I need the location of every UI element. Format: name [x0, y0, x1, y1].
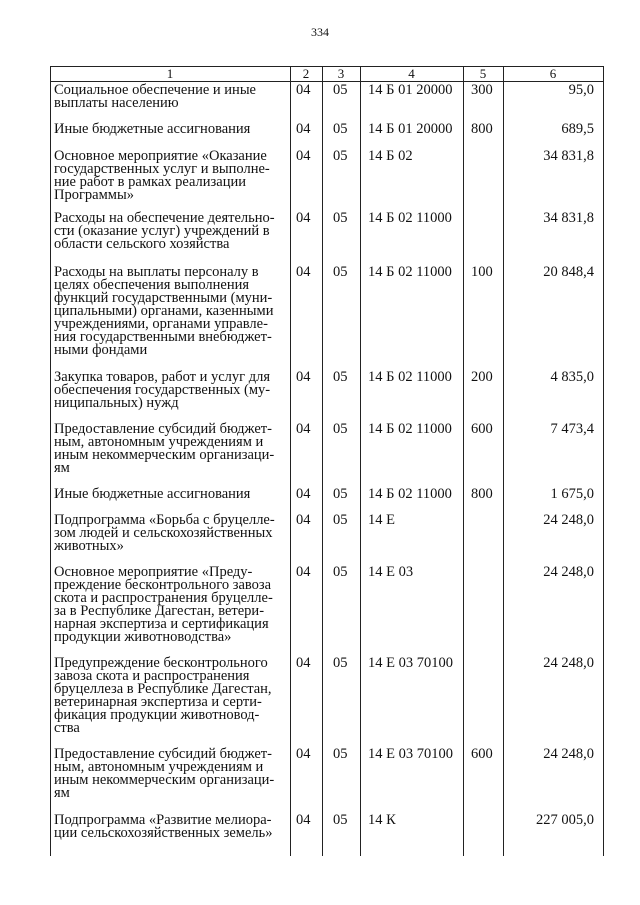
header-col-4: 4	[408, 66, 415, 81]
row-section: 04	[296, 210, 311, 226]
description-line: преждение бесконтрольного завоза	[54, 577, 272, 593]
row-section: 04	[296, 82, 311, 98]
row-amount: 24 248,0	[543, 746, 594, 762]
table-border-left	[50, 66, 51, 856]
description-line: ветеринарная экспертиза и серти-	[54, 694, 262, 710]
row-description	[54, 657, 286, 735]
description-line: ства	[54, 720, 80, 736]
row-section: 04	[296, 421, 311, 437]
description-line: ниципальных) нужд	[54, 395, 179, 411]
row-expense-type: 600	[471, 746, 493, 762]
header-col-1: 1	[166, 66, 174, 81]
description-line: ние работ в рамках реализации	[54, 174, 246, 190]
description-line: Основное мероприятие «Оказание	[54, 148, 267, 164]
row-expense-type: 800	[471, 121, 493, 137]
row-subsection: 05	[333, 264, 348, 280]
row-amount: 20 848,4	[543, 264, 594, 280]
row-expense-type: 600	[471, 421, 493, 437]
row-expense-type: 300	[471, 82, 493, 98]
description-line: Предоставление субсидий бюджет-	[54, 746, 272, 762]
row-section: 04	[296, 264, 311, 280]
row-target-code: 14 Б 02 11000	[368, 421, 452, 437]
description-line: Социальное обеспечение и иные	[54, 82, 256, 98]
description-line: Основное мероприятие «Преду-	[54, 564, 253, 580]
row-subsection: 05	[333, 655, 348, 671]
description-line: государственных услуг и выполне-	[54, 161, 270, 177]
description-line: ными фондами	[54, 342, 148, 358]
row-subsection: 05	[333, 486, 348, 502]
row-amount: 689,5	[561, 121, 594, 137]
row-description	[54, 371, 286, 410]
row-amount: 24 248,0	[543, 512, 594, 528]
description-line: Иные бюджетные ассигнования	[54, 121, 251, 137]
row-description	[54, 212, 286, 251]
row-expense-type: 100	[471, 264, 493, 280]
row-section: 04	[296, 812, 311, 828]
header-col-5: 5	[479, 66, 487, 81]
row-target-code: 14 Б 01 20000	[368, 82, 453, 98]
description-line: Расходы на выплаты персоналу в	[54, 264, 259, 280]
row-section: 04	[296, 121, 311, 137]
row-subsection: 05	[333, 210, 348, 226]
row-section: 04	[296, 564, 311, 580]
description-line: за в Республике Дагестан, ветери-	[54, 603, 265, 619]
description-line: области сельского хозяйства	[54, 236, 230, 252]
description-line: ным, автономным учреждениям и	[54, 759, 264, 775]
description-line: ным, автономным учреждениям и	[54, 434, 264, 450]
row-section: 04	[296, 746, 311, 762]
description-line: Расходы на обеспечение деятельно-	[54, 210, 275, 226]
row-subsection: 05	[333, 746, 348, 762]
row-amount: 34 831,8	[543, 148, 594, 164]
row-target-code: 14 Б 02	[368, 148, 413, 164]
description-line: целях обеспечения выполнения	[54, 277, 250, 293]
row-section: 04	[296, 369, 311, 385]
description-line: функций государственными (муни-	[54, 290, 273, 306]
description-line: иным некоммерческим организаци-	[54, 772, 275, 788]
table-border-right	[603, 66, 604, 856]
row-amount: 34 831,8	[543, 210, 594, 226]
row-section: 04	[296, 655, 311, 671]
row-target-code: 14 Б 02 11000	[368, 210, 452, 226]
description-line: нарная экспертиза и сертификация	[54, 616, 269, 632]
description-line: учреждениями, органами управле-	[54, 316, 268, 332]
description-line: сти (оказание услуг) учреждений в	[54, 223, 270, 239]
header-col-3: 3	[337, 66, 345, 81]
description-line: Программы»	[54, 187, 134, 203]
description-line: продукции животноводства»	[54, 629, 232, 645]
row-target-code: 14 Е 03	[368, 564, 414, 580]
description-line: обеспечения государственных (му-	[54, 382, 271, 398]
row-target-code: 14 Б 01 20000	[368, 121, 453, 137]
column-divider-4-5	[463, 66, 464, 856]
row-amount: 1 675,0	[550, 486, 594, 502]
row-target-code: 14 Б 02 11000	[368, 369, 452, 385]
row-description	[54, 814, 286, 840]
row-target-code: 14 Е 03 70100	[368, 746, 453, 762]
description-line: иным некоммерческим организаци-	[54, 447, 275, 463]
description-line: бруцеллеза в Республике Дагестан,	[54, 681, 272, 697]
description-line: Подпрограмма «Борьба с бруцелле-	[54, 512, 275, 528]
row-section: 04	[296, 486, 311, 502]
row-description	[54, 488, 286, 501]
row-subsection: 05	[333, 421, 348, 437]
description-line: фикация продукции животновод-	[54, 707, 260, 723]
header-col-6: 6	[549, 66, 557, 81]
description-line: ции сельскохозяйственных земель»	[54, 825, 273, 841]
row-expense-type: 800	[471, 486, 493, 502]
row-section: 04	[296, 148, 311, 164]
row-amount: 4 835,0	[550, 369, 594, 385]
row-target-code: 14 Б 02 11000	[368, 486, 452, 502]
row-amount: 95,0	[568, 82, 594, 98]
row-description	[54, 123, 286, 136]
row-expense-type: 200	[471, 369, 493, 385]
description-line: Закупка товаров, работ и услуг для	[54, 369, 271, 385]
row-target-code: 14 Е	[368, 512, 395, 528]
description-line: Подпрограмма «Развитие мелиора-	[54, 812, 272, 828]
row-description	[54, 566, 286, 644]
description-line: Иные бюджетные ассигнования	[54, 486, 251, 502]
row-subsection: 05	[333, 82, 348, 98]
description-line: завоза скота и распространения	[54, 668, 250, 684]
description-line: Предоставление субсидий бюджет-	[54, 421, 272, 437]
row-description	[54, 150, 286, 202]
row-subsection: 05	[333, 812, 348, 828]
description-line: скота и распространения бруцелле-	[54, 590, 273, 606]
row-description	[54, 748, 286, 800]
row-subsection: 05	[333, 564, 348, 580]
column-divider-5-6	[503, 66, 504, 856]
row-subsection: 05	[333, 121, 348, 137]
row-amount: 227 005,0	[536, 812, 594, 828]
description-line: ям	[54, 785, 70, 801]
row-target-code: 14 Б 02 11000	[368, 264, 452, 280]
description-line: ния государственными внебюджет-	[54, 329, 272, 345]
row-amount: 24 248,0	[543, 655, 594, 671]
description-line: животных»	[54, 538, 124, 554]
row-description	[54, 423, 286, 475]
description-line: ципальными) органами, казенными	[54, 303, 274, 319]
row-target-code: 14 К	[368, 812, 396, 828]
row-subsection: 05	[333, 369, 348, 385]
row-section: 04	[296, 512, 311, 528]
column-divider-1-2	[290, 66, 291, 856]
row-subsection: 05	[333, 148, 348, 164]
column-divider-2-3	[322, 66, 323, 856]
description-line: выплаты населению	[54, 95, 179, 111]
row-description	[54, 84, 286, 110]
row-amount: 24 248,0	[543, 564, 594, 580]
header-col-2: 2	[302, 66, 310, 81]
row-subsection: 05	[333, 512, 348, 528]
row-description	[54, 266, 286, 357]
page-number: 334	[311, 25, 329, 39]
row-amount: 7 473,4	[550, 421, 594, 437]
description-line: зом людей и сельскохозяйственных	[54, 525, 273, 541]
column-divider-3-4	[360, 66, 361, 856]
description-line: ям	[54, 460, 70, 476]
row-target-code: 14 Е 03 70100	[368, 655, 453, 671]
description-line: Предупреждение бесконтрольного	[54, 655, 268, 671]
row-description	[54, 514, 286, 553]
